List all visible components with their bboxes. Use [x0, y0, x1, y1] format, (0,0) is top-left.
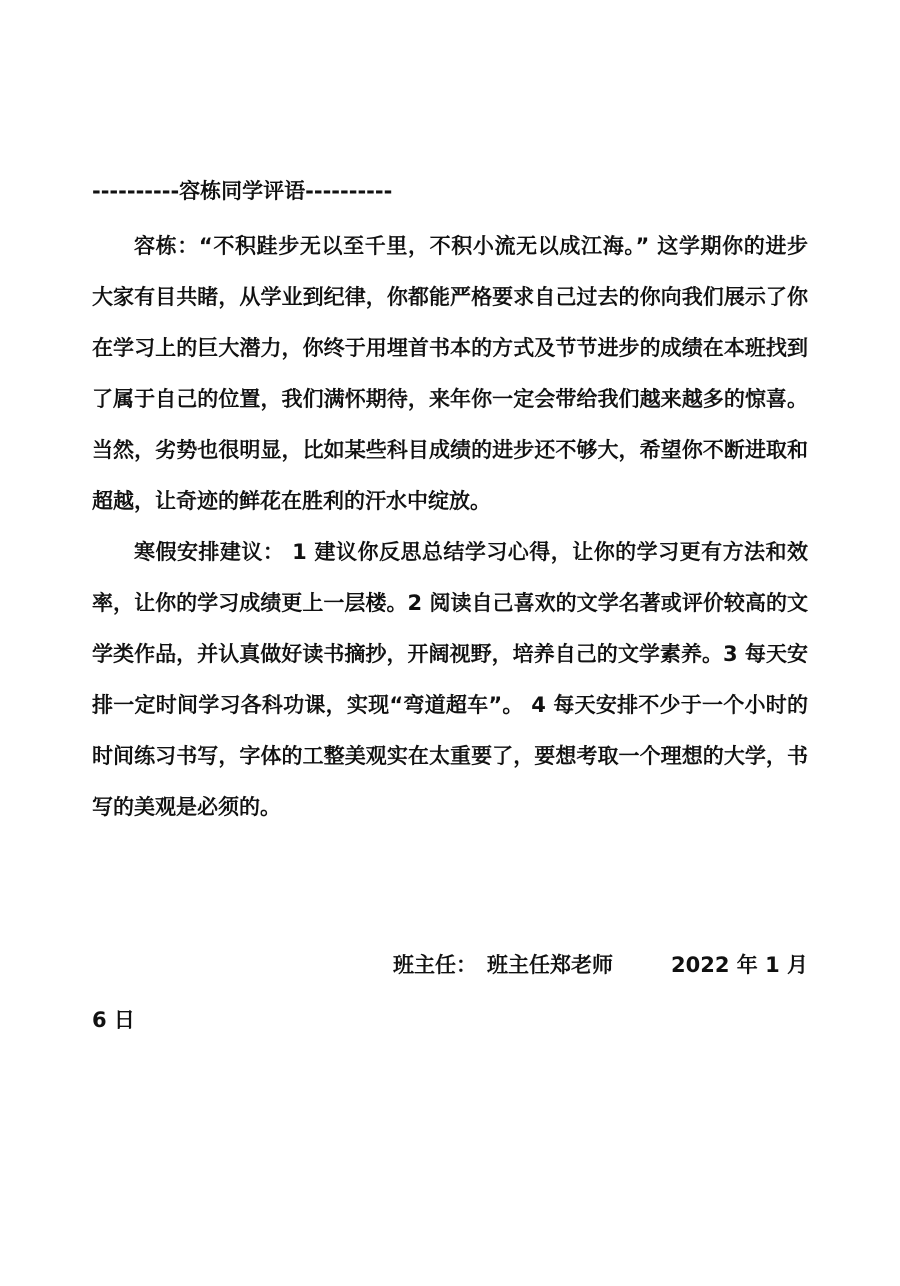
signature-label: 班主任： — [393, 953, 477, 977]
winter-break-suggestions-paragraph: 寒假安排建议： 1 建议你反思总结学习心得，让你的学习更有方法和效率，让你的学习成绩更上一层楼。2 阅读自己喜欢的文学名著或评价较高的文学类作品，并认真做好读书摘抄，开阔视野，培养自己的文学素养。3 每天安排一定时间学习各科功课，实现“弯道超车”。 4 每天安排不少于一个小时的时间练习书写，字体的工整美观实在太重要了，要想考取一个理想的大学，书写的美观是必须的。 — [92, 540, 808, 819]
comment-paragraph: 容栋：“不积跬步无以至千里，不积小流无以成江海。” 这学期你的进步大家有目共睹，从学业到纪律，你都能严格要求自己过去的你向我们展示了你在学习上的巨大潜力，你终于用埋首书本的方式及节节进步的成绩在本班找到了属于自己的位置，我们满怀期待，来年你一定会带给我们越来越多的惊喜。当然，劣势也很明显，比如某些科目成绩的进步还不够大，希望你不断进取和超越，让奇迹的鲜花在胜利的汗水中绽放。 — [92, 234, 808, 513]
comment-title: ----------容栋同学评语---------- — [92, 179, 393, 203]
signature-line — [92, 940, 808, 991]
teacher-name: 班主任郑老师 — [487, 953, 613, 977]
date-year-month: 2022 年 1 月 — [671, 953, 808, 977]
date-day: 6 日 — [92, 1008, 135, 1032]
teacher-comment-document — [92, 170, 808, 1046]
